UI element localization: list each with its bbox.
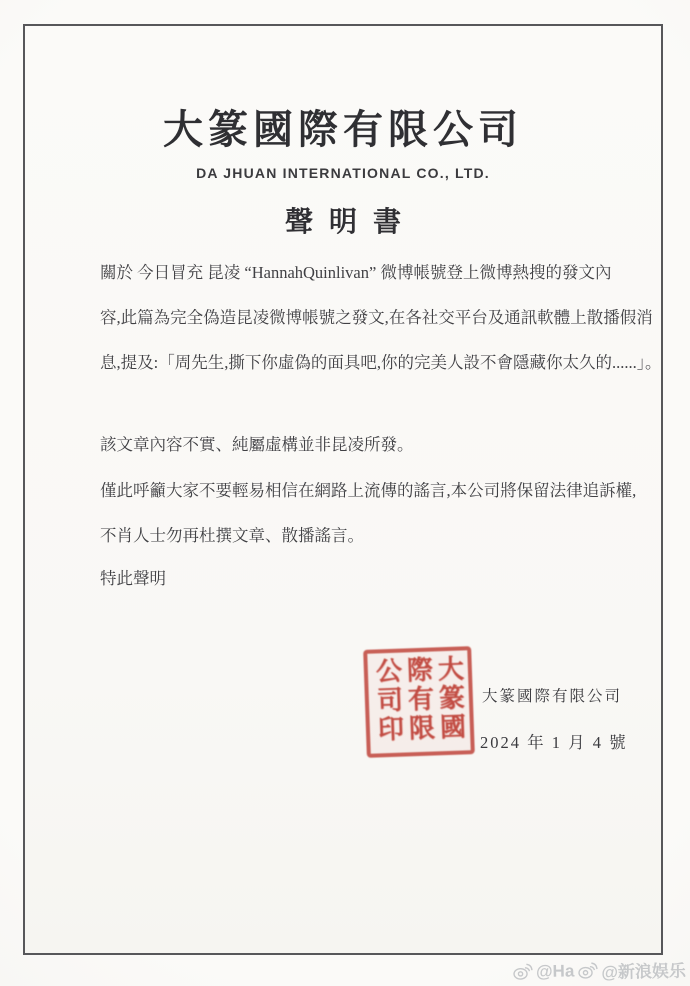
closing-statement-text: 特此聲明 bbox=[100, 569, 166, 588]
document-title: 聲明書 bbox=[284, 207, 417, 238]
watermark-handle-2: @新浪娱乐 bbox=[601, 961, 687, 982]
paragraph-3-line-2: 不肖人士勿再杜撰文章、散播謠言。 bbox=[100, 526, 364, 545]
paragraph-1-line-2: 容,此篇為完全偽造昆凌微博帳號之發文,在各社交平台及通訊軟體上散播假消 bbox=[100, 308, 653, 327]
signature-company-name: 大篆國際有限公司 bbox=[482, 688, 623, 705]
signature-date: 2024 年 1 月 4 號 bbox=[480, 733, 628, 752]
paragraph-2 bbox=[100, 422, 600, 467]
weibo-watermark bbox=[512, 956, 686, 984]
paragraph-1 bbox=[100, 250, 662, 385]
paragraph-3-line-1: 僅此呼籲大家不要輕易相信在網路上流傳的謠言,本公司將保留法律追訴權, bbox=[100, 481, 637, 500]
company-name-english: DA JHUAN INTERNATIONAL CO., LTD. bbox=[196, 165, 490, 181]
document-border-frame bbox=[23, 24, 663, 955]
company-seal-stamp bbox=[363, 646, 475, 758]
weibo-icon bbox=[577, 961, 598, 980]
paragraph-1-line-3: 息,提及:「周先生,撕下你虛偽的面具吧,你的完美人設不會隱藏你太久的......」。 bbox=[100, 353, 662, 372]
paragraph-2-line-1: 該文章內容不實、純屬虛構並非昆凌所發。 bbox=[100, 435, 414, 454]
company-seal-text: 大篆國際有限公司印 bbox=[371, 654, 466, 745]
weibo-icon bbox=[512, 962, 533, 981]
paragraph-3 bbox=[100, 468, 637, 558]
paragraph-1-line-1: 關於 今日冒充 昆凌 “HannahQuinlivan” 微博帳號登上微博熱搜的發文內 bbox=[100, 263, 612, 282]
closing-statement bbox=[100, 556, 600, 601]
watermark-handle-1: @Ha bbox=[535, 960, 575, 981]
company-name-chinese: 大篆國際有限公司 bbox=[163, 107, 523, 152]
